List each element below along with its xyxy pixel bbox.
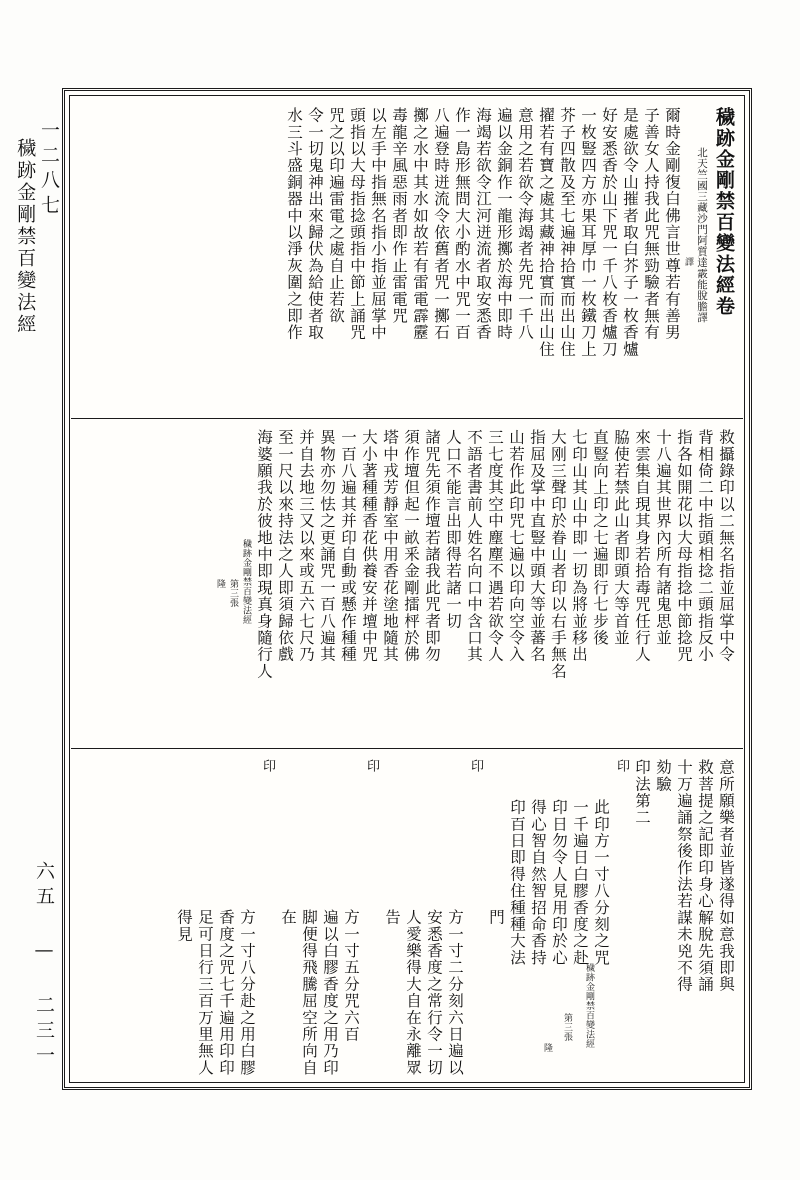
spine-title: 穢跡金剛禁百變法經: [14, 138, 37, 336]
band1-col-12: 八遍登時迸流令依舊者咒一擲石: [432, 107, 450, 341]
band3-footer-mark: 隆: [542, 1043, 552, 1053]
band2-col-23: 海婆願我於彼地中即現真身隨行人: [255, 429, 273, 680]
band1-col-2: 子善女人持我此咒無勁驗者無有: [642, 107, 660, 341]
seal-label-2: 印: [468, 759, 483, 774]
band1-col-16: 頭指以大母指捻頭指中節上誦咒: [348, 107, 366, 341]
band3-col-14: 人愛樂得大自在永離眾: [404, 909, 422, 1076]
band3-col-16: 方一寸五分咒六百: [342, 909, 360, 1043]
band1-col-14: 毒龍辛風惡雨者即作止雷電咒: [390, 107, 408, 325]
band3-col-6: 此印方一寸八分刻之咒: [592, 799, 610, 966]
band2-col-20: 異物亦勿怯之更誦咒一百八遍其: [318, 429, 336, 663]
band3-col-9: 得心智自然智招命香持: [529, 799, 547, 966]
band3-col-12: 方一寸二分刻六日遍以: [446, 909, 464, 1076]
band3-footer-leaf: 第三張: [562, 1013, 572, 1042]
band2-col-9: 大刚三聲印於眷山者印以右手無名: [549, 429, 567, 680]
band2-col-13: 不語者書前人姓名向口中含口其: [465, 429, 483, 663]
band2-col-8: 七印山其山中即一切為將並移出: [570, 429, 588, 663]
band3-col-23: 得見: [175, 909, 193, 943]
volume-number: 一二八七: [38, 120, 60, 220]
text-band-3: [71, 749, 743, 1087]
band3-section-title: 印法第二: [633, 759, 651, 826]
band3-footer-title: 穢跡金剛禁百變法經: [584, 963, 594, 1049]
band3-col-18: 脚便得飛騰屈空所向自: [300, 909, 318, 1076]
band2-col-12: 三七度其空中塵塵不遇若欲令人: [486, 429, 504, 663]
band3-col-7: 一千遍日白膠香度之赴: [571, 799, 589, 966]
band1-col-5: 一枚豎四方亦果耳厚巾一枚鐵刀上: [579, 107, 597, 358]
band2-col-4: 十八遍其世界內所有諸鬼思並: [654, 429, 672, 647]
band2-col-18: 大小著種種香花供養安并壇中咒: [360, 429, 378, 663]
band1-col-3: 是處欲令山摧者取白芥子一枚香爐: [621, 107, 639, 358]
band2-col-15: 諸咒先須作壇若諸我此咒者即勿: [423, 429, 441, 663]
text-frame: [62, 88, 752, 1090]
sutra-heading: 穢跡金剛禁百變法經卷: [713, 107, 735, 317]
band2-col-16: 須作壇但起一畝釆金剛擂枰於佛: [402, 429, 420, 663]
band3-col-4: 劾驗: [654, 759, 672, 793]
band1-col-19: 水三斗盛銅器中以淨灰圍之即作: [285, 107, 303, 341]
band3-col-8: 印日勿令人見用印於心: [550, 799, 568, 966]
band2-side-note-leaf: 第三張: [228, 579, 238, 608]
band1-col-9: 遍以金銅作一龍形擲於海中即時: [495, 107, 513, 341]
band1-col-6: 芥子四散及至七遍神拾實而出山住: [558, 107, 576, 358]
band1-col-15: 以左手中指無名指小指並屈掌中: [369, 107, 387, 341]
text-band-1: [71, 97, 743, 419]
page-number: 六五 — 二三一: [33, 861, 55, 1070]
band2-col-3: 指各如開花以大母指捻中節捻咒: [675, 429, 693, 663]
band2-columns: [81, 429, 733, 740]
band2-col-6: 脇使若禁此山者即頭大等首並: [612, 429, 630, 647]
translator-note: 譯: [683, 257, 693, 267]
band3-col-10: 印百日即得住種種大法: [508, 799, 526, 966]
band2-col-14: 人口不能言出即得若諸一切: [444, 429, 462, 630]
band3-col-2: 救菩提之記即印身心解脫先須誦: [696, 759, 714, 993]
seal-label-3: 印: [364, 759, 379, 774]
band2-col-2: 背相倚二中指頭相捻二頭指反小: [696, 429, 714, 663]
band1-col-1: 爾時金剛復白佛言世尊若有善男: [663, 107, 681, 341]
band3-col-1: 意所願樂者並皆遂得如意我即與: [717, 759, 735, 993]
band2-col-7: 直豎向上印之七遍即行七步後: [591, 429, 609, 647]
band3-col-3: 十万遍誦祭後作法若謀未兇不得: [675, 759, 693, 993]
band1-col-11: 作一島形無問大小酌水中咒一百: [453, 107, 471, 341]
band2-col-10: 指屈及掌中直豎中頭大等並蕃名: [528, 429, 546, 663]
band2-col-19: 一百八遍其并印自動或懸作種種: [339, 429, 357, 663]
band1-col-17: 咒之以印遍雷電之處自止若欲: [327, 107, 345, 325]
band3-col-15: 告: [383, 909, 401, 926]
band1-col-4: 好安悉香於山下咒一千八枚香爐刀: [600, 107, 618, 358]
band1-col-18: 令一切鬼神出來歸伏為給使者取: [306, 107, 324, 341]
band1-col-10: 海竭若欲令江河迸流者取安悉香: [474, 107, 492, 341]
band2-col-5: 來雲集自現其身若拾毒咒任行人: [633, 429, 651, 663]
band2-col-17: 塔中戎芳靜室中用香花塗地隨其: [381, 429, 399, 663]
band1-col-8: 意用之若欲令海竭者先咒一千八: [516, 107, 534, 341]
band3-col-17: 遍以白膠香度之用乃印: [321, 909, 339, 1076]
band3-col-21: 香度之咒七千遍用印印: [217, 909, 235, 1076]
sutra-subheading: 北天竺國三藏沙門阿質達霰能脫膽譯: [696, 147, 708, 323]
seal-label-4: 印: [260, 759, 275, 774]
band2-side-note-mark: 隆: [215, 579, 225, 589]
band2-col-22: 至一尺以來持法之人即須歸依戲: [276, 429, 294, 663]
band1-col-7: 擢若有寶之處其藏神拾實而出山住: [537, 107, 555, 358]
band1-col-13: 擲之水中其水如故若有雷電霹靂: [411, 107, 429, 341]
band2-col-11: 山若作此印咒七遍以印向空令入: [507, 429, 525, 663]
band3-col-22: 足可日行三百万里無人: [196, 909, 214, 1076]
band1-columns: [81, 107, 733, 410]
band2-side-note-title: 穢跡金剛禁百變法經: [241, 539, 251, 625]
band3-columns: [81, 759, 733, 1079]
text-band-2: [71, 419, 743, 749]
band3-col-11: 門: [487, 909, 505, 926]
seal-label-1: 印: [614, 759, 629, 774]
band2-col-21: 并自去地三又以來或五六七尺乃: [297, 429, 315, 663]
band3-col-13: 安悉香度之常行令一切: [425, 909, 443, 1076]
band3-col-19: 在: [279, 909, 297, 926]
band2-col-1: 救攝錄印以二無名指並屈掌中令: [717, 429, 735, 663]
band3-col-20: 方一寸八分赴之用白膠: [238, 909, 256, 1076]
